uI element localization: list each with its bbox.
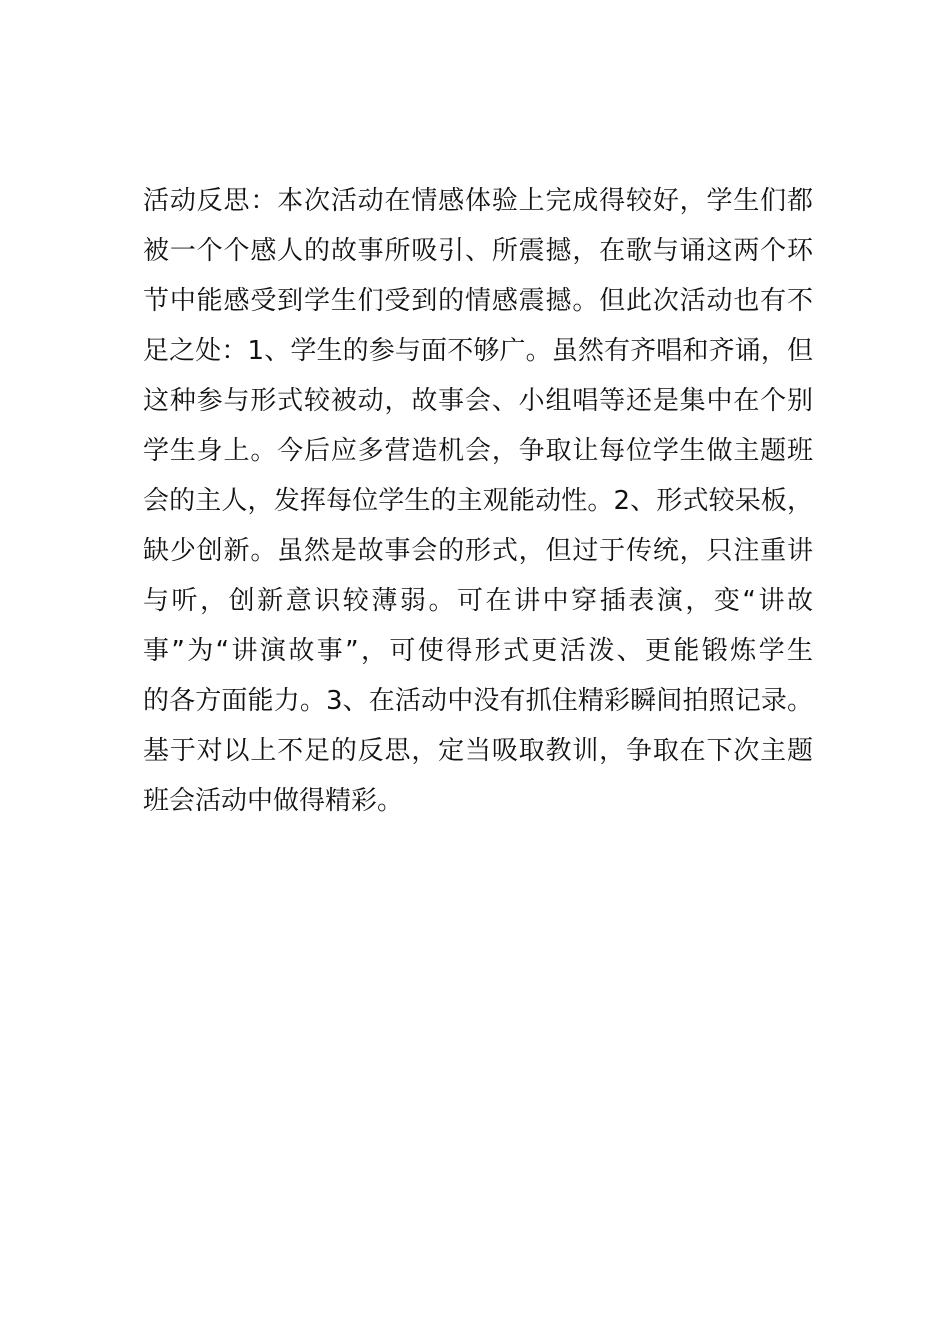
paragraph-line: 事”为“讲演故事”，可使得形式更活泼、更能锻炼学生 [143, 636, 813, 666]
paragraph-line: 的各方面能力。3、在活动中没有抓住精彩瞬间拍照记录。 [143, 686, 813, 716]
paragraph-line: 学生身上。今后应多营造机会，争取让每位学生做主题班 [143, 436, 813, 466]
paragraph-line: 班会活动中做得精彩。 [143, 786, 404, 816]
paragraph-line: 节中能感受到学生们受到的情感震撼。但此次活动也有不 [143, 286, 813, 316]
reflection-paragraph [143, 176, 813, 826]
paragraph-line: 与听，创新意识较薄弱。可在讲中穿插表演，变“讲故 [143, 586, 813, 616]
paragraph-line: 被一个个感人的故事所吸引、所震撼，在歌与诵这两个环 [143, 236, 813, 266]
paragraph-line: 会的主人，发挥每位学生的主观能动性。2、形式较呆板， [143, 486, 813, 516]
paragraph-line: 这种参与形式较被动，故事会、小组唱等还是集中在个别 [143, 386, 813, 416]
paragraph-line: 缺少创新。虽然是故事会的形式，但过于传统，只注重讲 [143, 536, 813, 566]
paragraph-line: 活动反思：本次活动在情感体验上完成得较好，学生们都 [143, 186, 813, 216]
paragraph-line: 基于对以上不足的反思，定当吸取教训，争取在下次主题 [143, 736, 813, 766]
paragraph-line: 足之处：1、学生的参与面不够广。虽然有齐唱和齐诵，但 [143, 336, 813, 366]
